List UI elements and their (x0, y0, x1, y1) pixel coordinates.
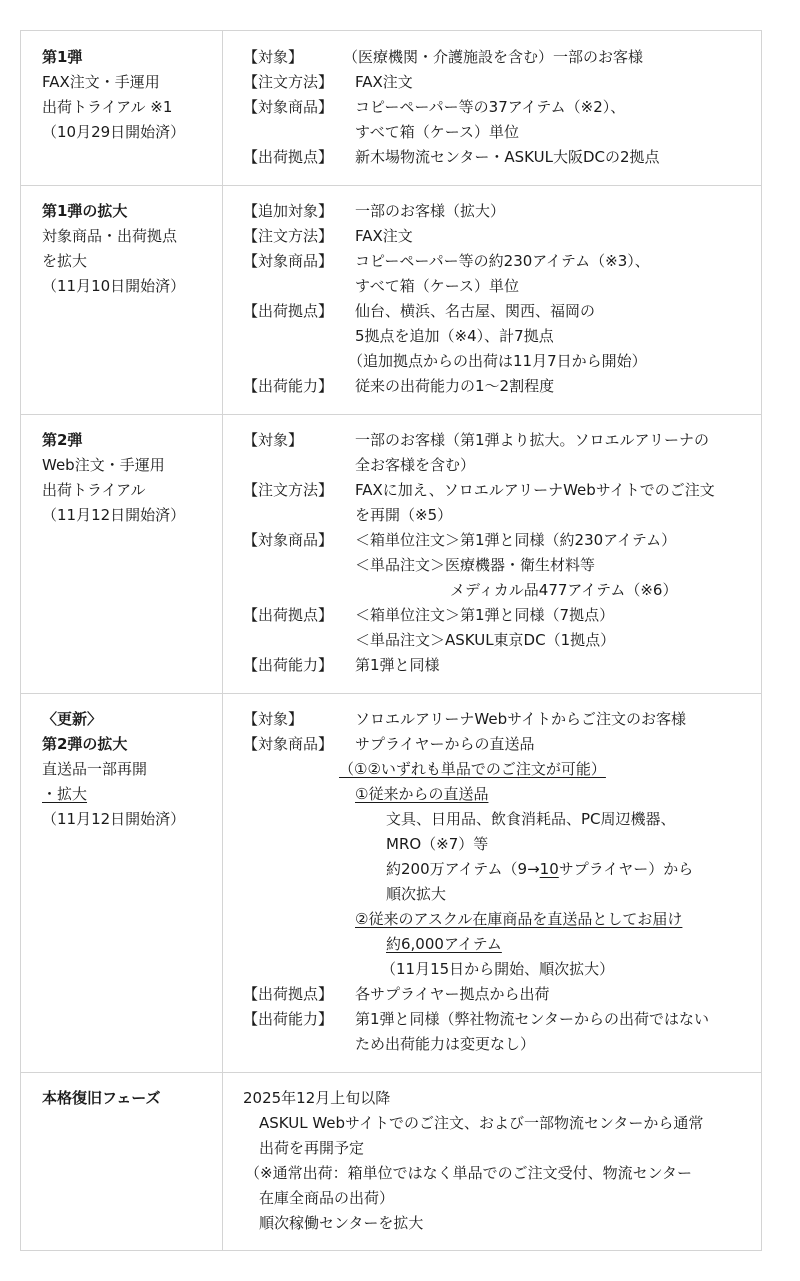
row-value: ＜箱単位注文＞第1弾と同様（約230アイテム） (355, 531, 677, 549)
phase-date: （11月12日開始済） (42, 506, 186, 524)
row-divider (21, 693, 761, 694)
order-note: （①②いずれも単品でのご注文が可能） (339, 760, 606, 778)
phase-date: （11月12日開始済） (42, 810, 186, 828)
row-label: 【対象商品】 (243, 531, 334, 549)
row-label: 【出荷能力】 (243, 1010, 334, 1028)
row-value: 全お客様を含む） (355, 456, 476, 474)
row-value: ため出荷能力は変更なし） (355, 1035, 536, 1053)
update-tag: 〈更新〉 (42, 710, 103, 728)
phase-desc: FAX注文・手運用 (42, 73, 160, 91)
row-divider (21, 1072, 761, 1073)
row-label: 【出荷拠点】 (243, 148, 334, 166)
item1-line: 順次拡大 (386, 885, 447, 903)
phase-date: （10月29日開始済） (42, 123, 186, 141)
row-label: 【注文方法】 (243, 227, 334, 245)
supplier-count-updated: 10 (539, 860, 559, 878)
item2-title: ②従来のアスクル在庫商品を直送品としてお届け (355, 910, 683, 928)
row-label: 【対象商品】 (243, 252, 334, 270)
phase-date: （11月10日開始済） (42, 277, 186, 295)
row-value: ソロエルアリーナWebサイトからご注文のお客様 (355, 710, 687, 728)
phase-desc: を拡大 (42, 252, 88, 270)
row-value: 従来の出荷能力の1～2割程度 (355, 377, 555, 395)
phase-title: 本格復旧フェーズ (42, 1089, 161, 1107)
row-label: 【注文方法】 (243, 73, 334, 91)
plan-table (20, 30, 762, 1251)
column-divider (222, 31, 223, 1250)
row-label: 【対象商品】 (243, 98, 334, 116)
row-label: 【出荷拠点】 (243, 985, 334, 1003)
row-value: 一部のお客様（第1弾より拡大。ソロエルアリーナの (355, 431, 709, 449)
row-value: サプライヤーからの直送品 (355, 735, 535, 753)
row-value: 一部のお客様（拡大） (355, 202, 506, 220)
item1-line: 文具、日用品、飲食消耗品、PC周辺機器、 (386, 810, 676, 828)
row-label: 【注文方法】 (243, 481, 334, 499)
recovery-line: 出荷を再開予定 (259, 1139, 365, 1157)
phase-desc: 対象商品・出荷拠点 (42, 227, 178, 245)
phase-title: 第2弾の拡大 (42, 735, 128, 753)
row-value: ＜箱単位注文＞第1弾と同様（7拠点） (355, 606, 615, 624)
row-label: 【出荷能力】 (243, 656, 334, 674)
item1-line: MRO（※7）等 (386, 835, 489, 853)
row-value: （追加拠点からの出荷は11月7日から開始） (348, 352, 647, 370)
row-label: 【対象】 (243, 48, 304, 66)
recovery-line: （※通常出荷：箱単位ではなく単品でのご注文受付、物流センター (245, 1164, 692, 1182)
item2-line: 約6,000アイテム (386, 935, 502, 953)
row-label: 【出荷拠点】 (243, 606, 334, 624)
row-value: すべて箱（ケース）単位 (355, 123, 519, 141)
recovery-line: 順次稼働センターを拡大 (259, 1214, 424, 1232)
row-value: 仙台、横浜、名古屋、関西、福岡の (355, 302, 596, 320)
row-label: 【出荷能力】 (243, 377, 334, 395)
phase-title: 第1弾 (42, 48, 83, 66)
item2-line: （11月15日から開始、順次拡大） (381, 960, 615, 978)
row-label: 【対象】 (243, 710, 304, 728)
row-value: コピーペーパー等の37アイテム（※2）、 (355, 98, 626, 116)
row-value: ＜単品注文＞医療機器・衛生材料等 (355, 556, 596, 574)
row-value: FAXに加え、ソロエルアリーナWebサイトでのご注文 (355, 481, 715, 499)
phase-desc: 出荷トライアル (42, 481, 146, 499)
row-value: メディカル品477アイテム（※6） (450, 581, 678, 599)
row-label: 【対象】 (243, 431, 304, 449)
recovery-line: 2025年12月上旬以降 (243, 1089, 391, 1107)
phase-title: 第2弾 (42, 431, 83, 449)
row-value: 各サプライヤー拠点から出荷 (355, 985, 550, 1003)
row-divider (21, 414, 761, 415)
phase-desc: 出荷トライアル ※1 (42, 98, 173, 116)
phase-title: 第1弾の拡大 (42, 202, 128, 220)
row-value: （医療機関・介護施設を含む）一部のお客様 (343, 48, 644, 66)
row-value: 新木場物流センター・ASKUL大阪DCの2拠点 (355, 148, 660, 166)
row-value: すべて箱（ケース）単位 (355, 277, 519, 295)
recovery-line: 在庫全商品の出荷） (259, 1189, 395, 1207)
row-value: を再開（※5） (355, 506, 453, 524)
row-label: 【対象商品】 (243, 735, 334, 753)
phase-desc: 直送品一部再開 (42, 760, 148, 778)
phase-desc: ・拡大 (42, 785, 88, 803)
row-value: コピーペーパー等の約230アイテム（※3）、 (355, 252, 650, 270)
row-value: 5拠点を追加（※4）、計7拠点 (355, 327, 554, 345)
phase-desc: Web注文・手運用 (42, 456, 165, 474)
row-label: 【追加対象】 (243, 202, 334, 220)
row-value: 第1弾と同様（弊社物流センターからの出荷ではない (355, 1010, 709, 1028)
row-value: FAX注文 (355, 73, 413, 91)
item1-title: ①従来からの直送品 (355, 785, 489, 803)
row-label: 【出荷拠点】 (243, 302, 334, 320)
row-value: 第1弾と同様 (355, 656, 440, 674)
item1-line: 約200万アイテム（9→10サプライヤー）から (386, 860, 694, 878)
row-value: FAX注文 (355, 227, 413, 245)
recovery-line: ASKUL Webサイトでのご注文、および一部物流センターから通常 (259, 1114, 704, 1132)
row-divider (21, 185, 761, 186)
row-value: ＜単品注文＞ASKUL東京DC（1拠点） (355, 631, 616, 649)
